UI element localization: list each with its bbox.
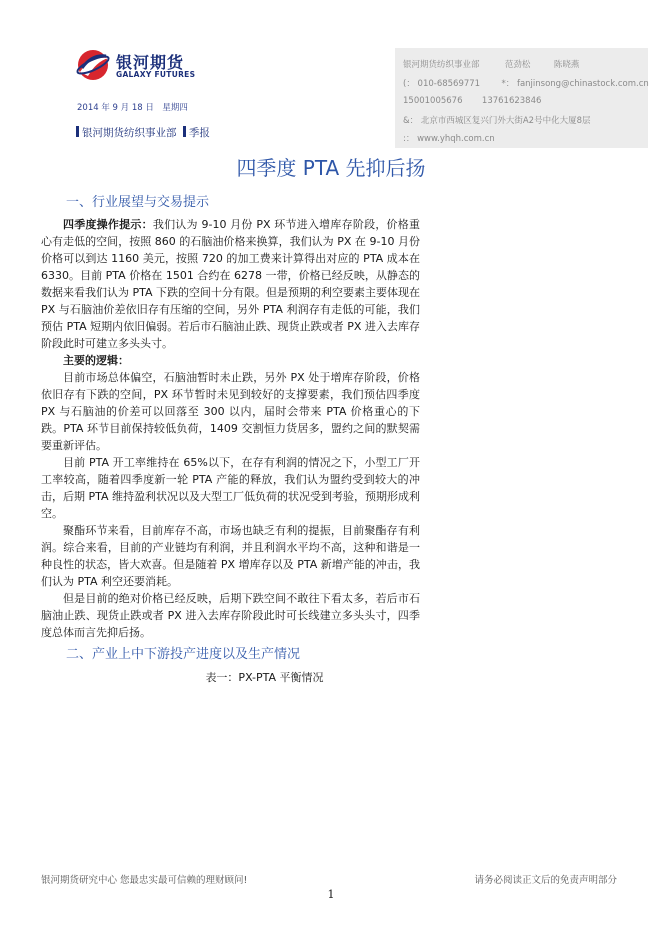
company-name: 银河期货 — [116, 53, 185, 72]
contact-address: 北京市西城区复兴门外大街A2号中化大厦8层 — [420, 116, 591, 126]
contact-dept: 银河期货纺织事业部 — [403, 60, 480, 70]
report-dept-line — [76, 125, 210, 140]
contact-email[interactable]: fanjinsong@chinastock.com.cn — [516, 79, 649, 89]
email-icon: *： — [501, 79, 515, 89]
report-type: 季报 — [188, 127, 210, 139]
footer-slogan: 银河期货研究中心 您最忠实最可信赖的理财顾问! — [41, 875, 248, 886]
contact-box — [395, 48, 648, 148]
logic-paragraph-4: 但是目前的绝对价格已经反映，后期下跌空间不敢往下看太多，若后市石脑油止跌、现货止跌或者 PX 进入去库存阶段此时可长线建立多头头寸，四季度总体而言先抑后扬。 — [41, 592, 420, 639]
report-date: 2014 年 9 月 18 日 星期四 — [77, 103, 188, 113]
divider-bar — [76, 126, 79, 137]
analyst-name: 范劲松 — [504, 60, 531, 70]
section-heading-outlook: 一、行业展望与交易提示 — [66, 195, 210, 210]
contact-mobile: 15001005676 — [403, 96, 463, 106]
ops-paragraph — [41, 216, 420, 352]
section-heading-industry: 二、产业上中下游投产进度以及生产情况 — [66, 647, 301, 662]
page-number: 1 — [327, 888, 335, 901]
report-body — [41, 216, 420, 641]
contact-website[interactable]: www.yhqh.com.cn — [417, 134, 495, 144]
company-name-en: GALAXY FUTURES — [116, 70, 196, 79]
web-icon: :： — [403, 134, 415, 144]
contact-phone: 010-68569771 — [417, 79, 481, 89]
logic-paragraph-3: 聚酯环节来看，目前库存不高，市场也缺乏有利的提振，目前聚酯存有利润。综合来看，目前的产业链均有利润，并且利润水平均不高，这种和谐是一种良性的状态，皆大欢喜。但是随着 PX 增库存以及 PTA 新增产能的冲击，我们认为 PTA 利空还要消耗。 — [41, 524, 420, 588]
phone-icon: (： — [403, 79, 415, 89]
table-caption: 表一：PX-PTA 平衡情况 — [205, 671, 324, 684]
report-dept: 银河期货纺织事业部 — [82, 127, 177, 139]
ops-text: 我们认为 9-10 月份 PX 环节进入增库存阶段，价格重心有走低的空间，按照 860 的石脑油价格来换算，我们认为 PX 在 9-10 月份价格可以到达 1160 美元，按照 720 的加工费来计算得出对应的 PTA 成本在 6330。目前 PTA 价格在 1501 合约在 6278 一带，价格已经反映，从静态的数据来看我们认为 PTA 下跌的空间十分有限。但是预期的利空要素主要体现在 PX 与石脑油价差依旧存有压缩的空间，另外 PTA 利润存有走低的可能，我们预估 PTA 短期内依旧偏弱。若后市石脑油止跌、现货止跌或者 PX 进入去库存阶段此时可建立多头头寸。 — [41, 218, 421, 350]
logic-label: 主要的逻辑： — [63, 354, 129, 367]
ops-label: 四季度操作提示： — [63, 218, 153, 231]
footer-disclaimer: 请务必阅读正文后的免责声明部分 — [474, 875, 617, 886]
contact-mobile: 13761623846 — [481, 96, 542, 106]
logic-paragraph-2: 目前 PTA 开工率维持在 65%以下，在存有利润的情况之下，小型工厂开工率较高，随着四季度新一轮 PTA 产能的释放，我们认为盟约受到较大的冲击，后期 PTA 维持盈利状况以及大型工厂低负荷的状况受到考验，预期形成利空。 — [41, 456, 421, 520]
address-icon: &： — [403, 116, 419, 126]
analyst-name: 陈晓燕 — [553, 60, 580, 70]
logic-paragraph-1: 目前市场总体偏空，石脑油暂时未止跌，另外 PX 处于增库存阶段，价格依旧存有下跌的空间，PX 环节暂时未见到较好的支撑要素，我们预估四季度 PX 与石脑油的价差可以回落至 300 以内，届时会带来 PTA 价格重心的下跌。PTA 环节目前保持较低负荷，1409 交割恒力货居多，盟约之间的默契需要重新评估。 — [41, 371, 420, 452]
divider-bar — [183, 126, 186, 137]
page-title: 四季度 PTA 先抑后扬 — [236, 156, 426, 180]
